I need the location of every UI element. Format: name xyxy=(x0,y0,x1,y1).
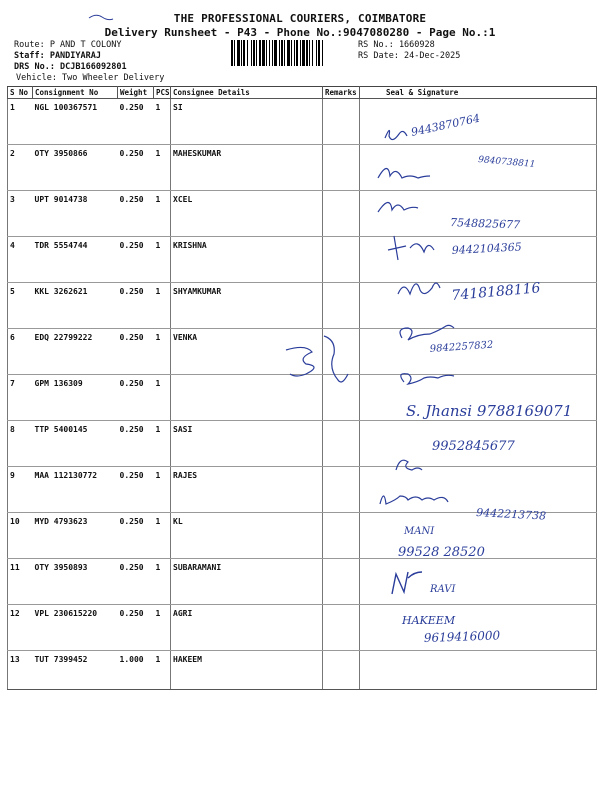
runsheet-meta-left xyxy=(14,40,164,84)
table-row xyxy=(8,559,597,605)
col-remarks: Remarks xyxy=(323,87,360,99)
cell-sno: 6 xyxy=(8,329,33,375)
runsheet-table xyxy=(7,86,597,690)
cell-remarks xyxy=(323,421,360,467)
cell-weight: 0.250 xyxy=(118,237,154,283)
sig-phone-r3: 7548825677 xyxy=(449,216,521,232)
cell-sno: 1 xyxy=(8,99,33,145)
barcode-bar xyxy=(253,40,255,66)
cell-consignment: MAA 112130772 xyxy=(33,467,118,513)
barcode-bar xyxy=(237,40,240,66)
cell-sno: 7 xyxy=(8,375,33,421)
cell-sno: 12 xyxy=(8,605,33,651)
cell-sno: 3 xyxy=(8,191,33,237)
barcode-bar xyxy=(322,40,323,66)
sig-row8: S. Jhansi 9788169071 xyxy=(406,402,573,420)
rs-number: RS No.: 1660928 xyxy=(358,40,435,50)
cell-consignee: VENKA xyxy=(171,329,323,375)
cell-pcs: 1 xyxy=(154,421,171,467)
cell-seal xyxy=(360,191,597,237)
barcode-bar xyxy=(234,40,235,66)
barcode-bar xyxy=(256,40,257,66)
sig-phone-r6: 9842257832 xyxy=(429,339,494,355)
table-row xyxy=(8,283,597,329)
cell-seal xyxy=(360,145,597,191)
col-pcs: PCS xyxy=(154,87,171,99)
cell-pcs: 1 xyxy=(154,375,171,421)
vehicle-text: Vehicle: Two Wheeler Delivery xyxy=(16,73,165,83)
cell-seal xyxy=(360,467,597,513)
barcode-bar xyxy=(294,40,295,66)
cell-seal xyxy=(360,329,597,375)
cell-seal xyxy=(360,283,597,329)
cell-sno: 8 xyxy=(8,421,33,467)
cell-pcs: 1 xyxy=(154,237,171,283)
sig-name-r11: MANI xyxy=(404,526,435,537)
barcode-bar xyxy=(318,40,320,66)
cell-pcs: 1 xyxy=(154,329,171,375)
barcode-bar xyxy=(316,40,317,66)
table-row xyxy=(8,605,597,651)
cell-consignment: TTP 5400145 xyxy=(33,421,118,467)
cell-remarks xyxy=(323,467,360,513)
runsheet-meta-right xyxy=(358,40,460,62)
cell-pcs: 1 xyxy=(154,605,171,651)
sig-phone-r2: 9840738811 xyxy=(477,155,536,170)
cell-seal xyxy=(360,421,597,467)
table-header-row xyxy=(8,87,597,99)
cell-weight: 0.250 xyxy=(118,605,154,651)
cell-weight: 0.250 xyxy=(118,559,154,605)
cell-consignment: VPL 230615220 xyxy=(33,605,118,651)
barcode-bar xyxy=(247,40,248,66)
barcode xyxy=(231,40,353,66)
sig-phone-r10: 9442213738 xyxy=(475,506,547,523)
cell-remarks xyxy=(323,191,360,237)
barcode-bar xyxy=(281,40,283,66)
cell-consignment: UPT 9014738 xyxy=(33,191,118,237)
cell-remarks xyxy=(323,651,360,690)
barcode-bar xyxy=(287,40,290,66)
barcode-bar xyxy=(309,40,310,66)
barcode-bar xyxy=(243,40,245,66)
cell-consignee: RAJES xyxy=(171,467,323,513)
cell-seal xyxy=(360,651,597,690)
sig-phone-r4: 9442104365 xyxy=(451,240,523,257)
cell-pcs: 1 xyxy=(154,191,171,237)
col-seal: Seal & Signature xyxy=(360,87,597,99)
cell-seal xyxy=(360,99,597,145)
cell-weight: 0.250 xyxy=(118,191,154,237)
barcode-bar xyxy=(302,40,305,66)
barcode-bar xyxy=(291,40,292,66)
cell-pcs: 1 xyxy=(154,559,171,605)
cell-consignment: OTY 3950866 xyxy=(33,145,118,191)
cell-consignee: SHYAMKUMAR xyxy=(171,283,323,329)
col-weight: Weight xyxy=(118,87,154,99)
sig-phone-r5: 7418188116 xyxy=(450,280,542,304)
cell-consignment: GPM 136309 xyxy=(33,375,118,421)
table-row xyxy=(8,375,597,421)
cell-remarks xyxy=(323,99,360,145)
barcode-bar xyxy=(251,40,252,66)
table-row xyxy=(8,467,597,513)
barcode-bar xyxy=(300,40,301,66)
barcode-bar xyxy=(266,40,267,66)
cell-remarks xyxy=(323,513,360,559)
cell-consignee: KL xyxy=(171,513,323,559)
cell-weight: 0.250 xyxy=(118,421,154,467)
table-row xyxy=(8,651,597,690)
barcode-bar xyxy=(259,40,261,66)
barcode-bar xyxy=(272,40,273,66)
table-row xyxy=(8,421,597,467)
cell-sno: 9 xyxy=(8,467,33,513)
cell-consignee: HAKEEM xyxy=(171,651,323,690)
cell-weight: 0.250 xyxy=(118,513,154,559)
cell-pcs: 1 xyxy=(154,145,171,191)
barcode-bar xyxy=(306,40,308,66)
cell-weight: 0.250 xyxy=(118,467,154,513)
cell-weight: 0.250 xyxy=(118,145,154,191)
barcode-bar xyxy=(269,40,270,66)
table-row xyxy=(8,329,597,375)
route-text: Route: P AND T COLONY xyxy=(14,40,122,50)
cell-weight: 0.250 xyxy=(118,329,154,375)
barcode-bar xyxy=(262,40,265,66)
cell-weight: 1.000 xyxy=(118,651,154,690)
cell-seal xyxy=(360,237,597,283)
table-row xyxy=(8,191,597,237)
col-consignee: Consignee Details xyxy=(171,87,323,99)
cell-seal xyxy=(360,605,597,651)
barcode-bar xyxy=(241,40,242,66)
cell-remarks xyxy=(323,283,360,329)
cell-consignee: KRISHNA xyxy=(171,237,323,283)
table-row xyxy=(8,237,597,283)
table-row xyxy=(8,513,597,559)
col-sno: S No xyxy=(8,87,33,99)
cell-sno: 10 xyxy=(8,513,33,559)
cell-consignment: EDQ 22799222 xyxy=(33,329,118,375)
barcode-bar xyxy=(231,40,233,66)
cell-consignee xyxy=(171,375,323,421)
barcode-bar xyxy=(312,40,313,66)
cell-consignee: SI xyxy=(171,99,323,145)
cell-remarks xyxy=(323,329,360,375)
cell-consignee: AGRI xyxy=(171,605,323,651)
cell-consignee: MAHESKUMAR xyxy=(171,145,323,191)
drs-number: DRS No.: DCJB166092801 xyxy=(14,62,127,72)
cell-seal xyxy=(360,513,597,559)
sig-name-r13: HAKEEM xyxy=(402,614,456,627)
staff-text: Staff: PANDIYARAJ xyxy=(14,51,101,61)
cell-pcs: 1 xyxy=(154,467,171,513)
pen-scribble xyxy=(88,13,114,23)
cell-pcs: 1 xyxy=(154,99,171,145)
runsheet-subtitle: Delivery Runsheet - P43 - Phone No.:9047080280 - Page No.:1 xyxy=(104,26,496,39)
col-consignment: Consignment No xyxy=(33,87,118,99)
cell-weight: 0.250 xyxy=(118,99,154,145)
sig-phone-r1: 9443870764 xyxy=(409,111,482,139)
cell-remarks xyxy=(323,375,360,421)
cell-remarks xyxy=(323,237,360,283)
cell-seal xyxy=(360,375,597,421)
table-row xyxy=(8,99,597,145)
cell-pcs: 1 xyxy=(154,283,171,329)
cell-consignee: SASI xyxy=(171,421,323,467)
cell-weight: 0.250 xyxy=(118,283,154,329)
cell-consignment: TUT 7399452 xyxy=(33,651,118,690)
cell-sno: 5 xyxy=(8,283,33,329)
sig-phone-r9: 9952845677 xyxy=(432,439,515,454)
cell-sno: 2 xyxy=(8,145,33,191)
cell-consignment: NGL 100367571 xyxy=(33,99,118,145)
cell-consignment: TDR 5554744 xyxy=(33,237,118,283)
rs-date: RS Date: 24-Dec-2025 xyxy=(358,51,461,61)
cell-sno: 11 xyxy=(8,559,33,605)
barcode-bar xyxy=(296,40,298,66)
sig-name-r12: RAVI xyxy=(430,584,456,595)
cell-pcs: 1 xyxy=(154,651,171,690)
cell-consignment: OTY 3950893 xyxy=(33,559,118,605)
company-title: THE PROFESSIONAL COURIERS, COIMBATORE xyxy=(173,12,427,25)
table-row xyxy=(8,145,597,191)
cell-remarks xyxy=(323,605,360,651)
barcode-bar xyxy=(274,40,277,66)
barcode-bar xyxy=(284,40,285,66)
cell-remarks xyxy=(323,145,360,191)
cell-consignee: XCEL xyxy=(171,191,323,237)
cell-weight: 0.250 xyxy=(118,375,154,421)
sig-phone-r11: 99528 28520 xyxy=(398,545,485,560)
cell-sno: 4 xyxy=(8,237,33,283)
cell-remarks xyxy=(323,559,360,605)
cell-pcs: 1 xyxy=(154,513,171,559)
cell-sno: 13 xyxy=(8,651,33,690)
cell-consignee: SUBARAMANI xyxy=(171,559,323,605)
cell-seal xyxy=(360,559,597,605)
barcode-bar xyxy=(279,40,280,66)
cell-consignment: MYD 4793623 xyxy=(33,513,118,559)
cell-consignment: KKL 3262621 xyxy=(33,283,118,329)
sig-phone-r13: 9619416000 xyxy=(423,628,501,645)
